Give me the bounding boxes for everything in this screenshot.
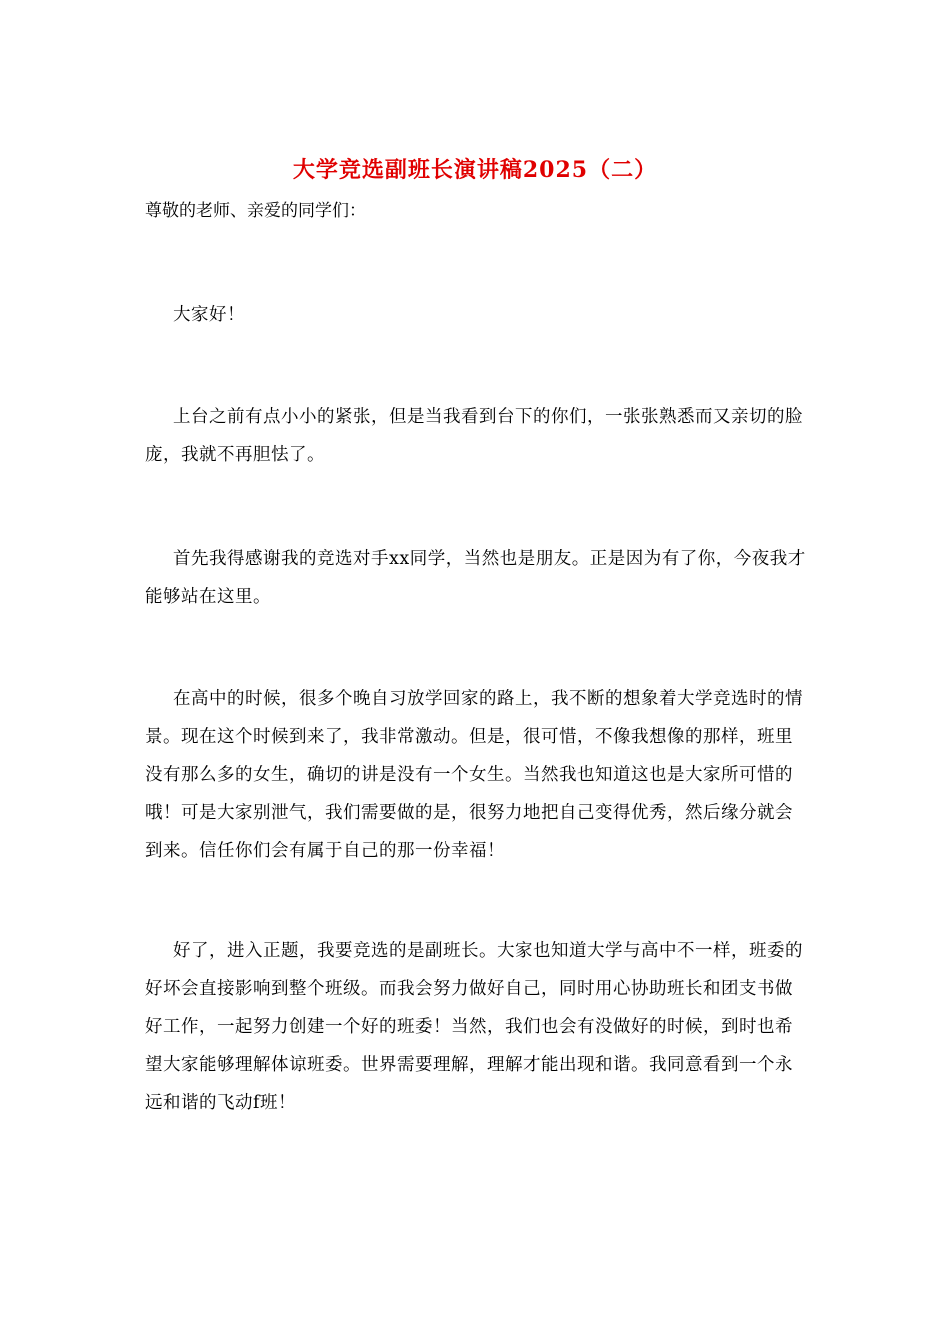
salutation: 尊敬的老师、亲爱的同学们： <box>145 201 366 221</box>
paragraph-vice-monitor: 好了，进入正题，我要竞选的是副班长。大家也知道大学与高中不一样，班委的好坏会直接影响到整个班级。而我会努力做好自己，同时用心协助班长和团支书做好工作，一起努力创建一个好的班委！当然，我们也会有没做好的时候，到时也希望大家能够理解体谅班委。世界需要理解，理解才能出现和谐。我同意看到一个永远和谐的飞动f班！ <box>145 941 803 1113</box>
paragraph-thanks: 首先我得感谢我的竞选对手xx同学，当然也是朋友。正是因为有了你，今夜我才能够站在这里。 <box>145 549 806 607</box>
paragraph-greeting: 大家好！ <box>173 305 245 325</box>
paragraph-high-school: 在高中的时候，很多个晚自习放学回家的路上，我不断的想象着大学竞选时的情景。现在这个时候到来了，我非常激动。但是，很可惜，不像我想像的那样，班里没有那么多的女生，确切的讲是没有一个女生。当然我也知道这也是大家所可惜的哦！可是大家别泄气，我们需要做的是，很努力地把自己变得优秀，然后缘分就会到来。信任你们会有属于自己的那一份幸福！ <box>145 689 803 861</box>
document-title: 大学竞选副班长演讲稿2025（二） <box>292 157 658 183</box>
paragraph-nervous: 上台之前有点小小的紧张，但是当我看到台下的你们，一张张熟悉而又亲切的脸庞，我就不再胆怯了。 <box>145 407 803 465</box>
